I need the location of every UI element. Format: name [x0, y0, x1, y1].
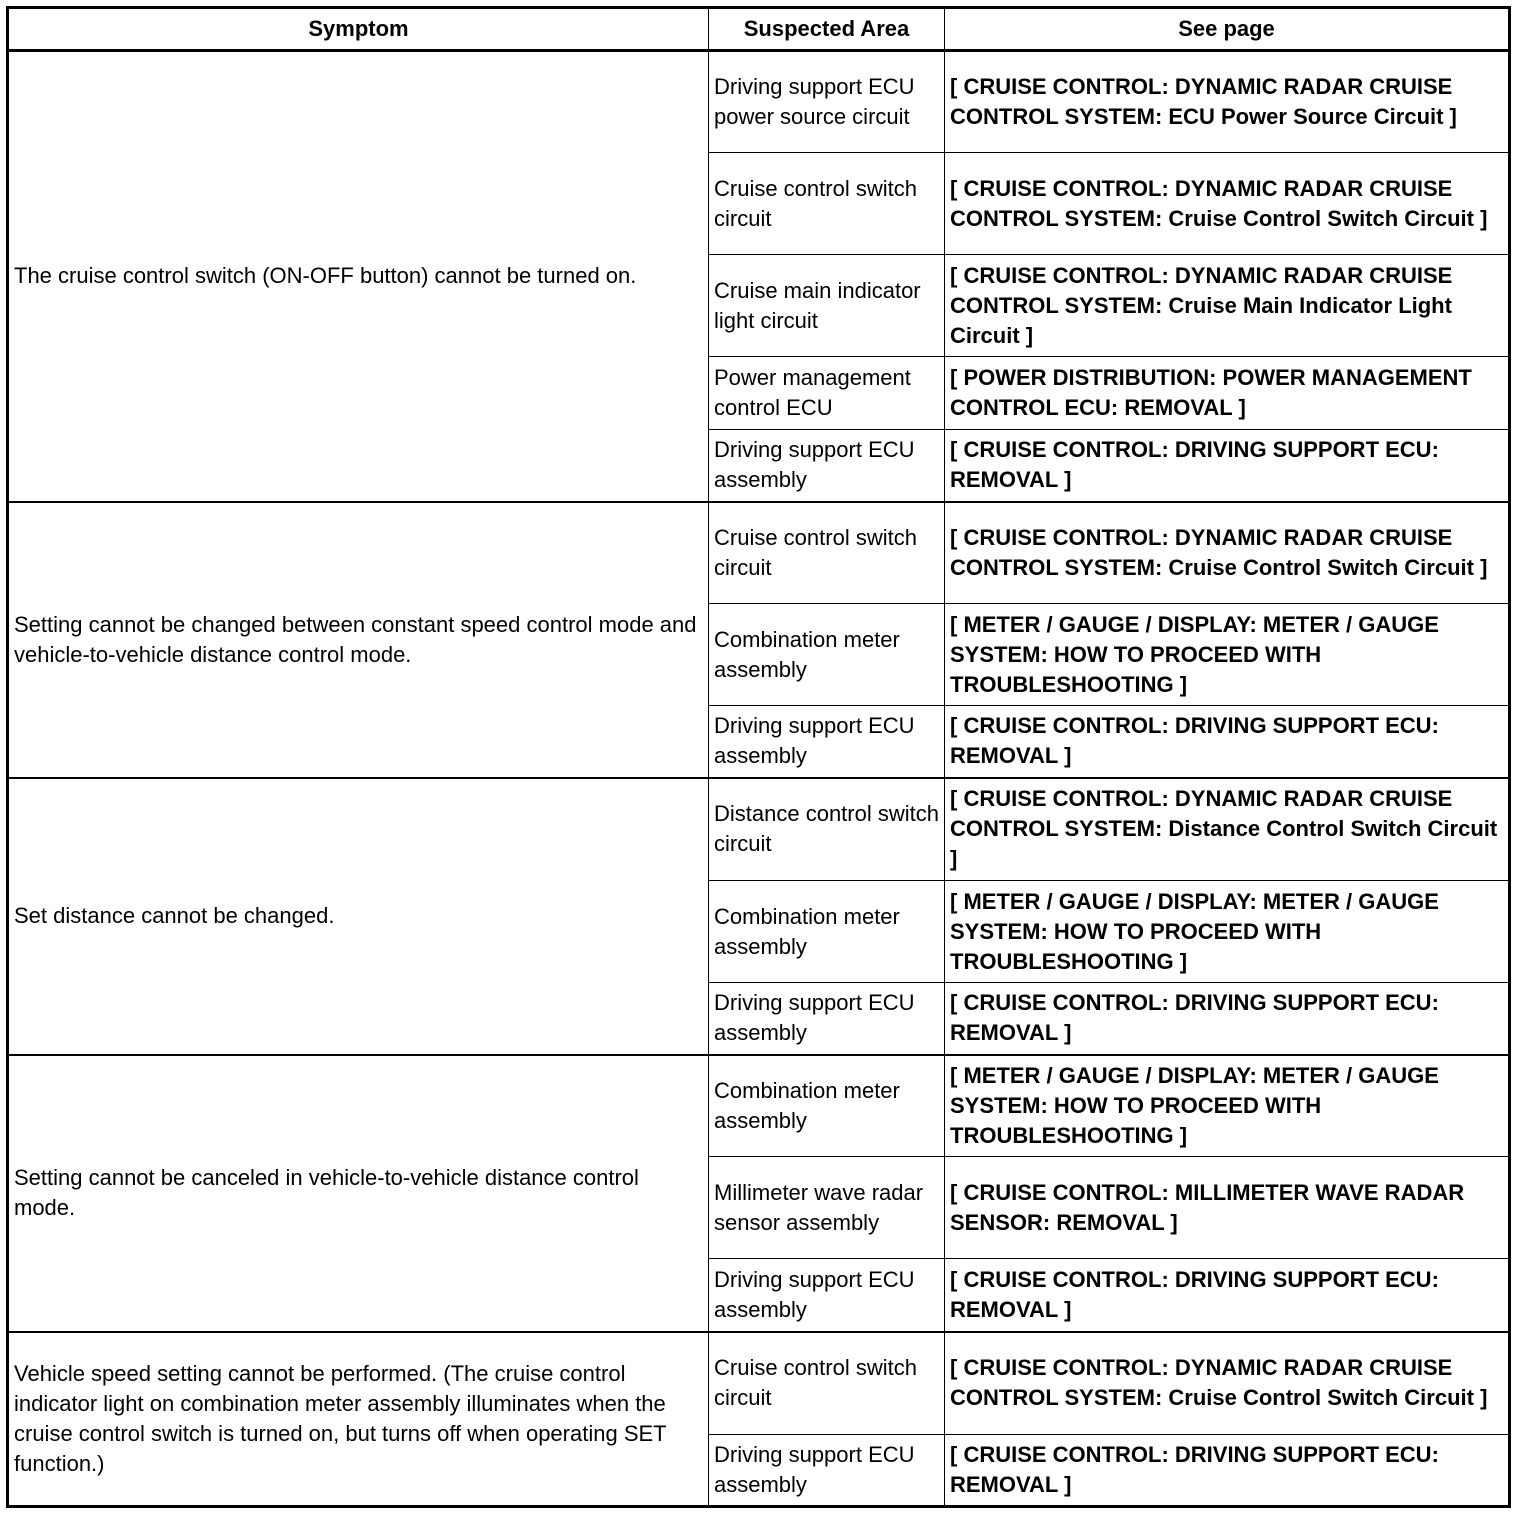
header-symptom: Symptom — [8, 8, 709, 51]
suspected-area-cell: Millimeter wave radar sensor assembly — [709, 1157, 945, 1259]
table-row — [8, 1332, 1510, 1435]
symptom-cell: Set distance cannot be changed. — [8, 778, 709, 1055]
table-row — [8, 1055, 1510, 1157]
suspected-area-cell: Distance control switch circuit — [709, 778, 945, 881]
suspected-area-cell: Driving support ECU power source circuit — [709, 51, 945, 153]
suspected-area-cell: Driving support ECU assembly — [709, 1259, 945, 1332]
see-page-link[interactable]: [ METER / GAUGE / DISPLAY: METER / GAUGE SYSTEM: HOW TO PROCEED WITH TROUBLESHOOTING ] — [945, 1055, 1510, 1157]
symptom-cell: The cruise control switch (ON-OFF button) cannot be turned on. — [8, 51, 709, 502]
see-page-link[interactable]: [ CRUISE CONTROL: DYNAMIC RADAR CRUISE CONTROL SYSTEM: ECU Power Source Circuit ] — [945, 51, 1510, 153]
see-page-link[interactable]: [ CRUISE CONTROL: DYNAMIC RADAR CRUISE CONTROL SYSTEM: Distance Control Switch Circuit ] — [945, 778, 1510, 881]
suspected-area-cell: Combination meter assembly — [709, 881, 945, 983]
suspected-area-cell: Cruise main indicator light circuit — [709, 255, 945, 357]
header-row — [8, 8, 1510, 51]
see-page-link[interactable]: [ POWER DISTRIBUTION: POWER MANAGEMENT CONTROL ECU: REMOVAL ] — [945, 357, 1510, 430]
table-row — [8, 51, 1510, 153]
see-page-link[interactable]: [ CRUISE CONTROL: DYNAMIC RADAR CRUISE CONTROL SYSTEM: Cruise Control Switch Circuit ] — [945, 502, 1510, 604]
see-page-link[interactable]: [ CRUISE CONTROL: DYNAMIC RADAR CRUISE CONTROL SYSTEM: Cruise Control Switch Circuit ] — [945, 1332, 1510, 1435]
see-page-link[interactable]: [ CRUISE CONTROL: DYNAMIC RADAR CRUISE CONTROL SYSTEM: Cruise Main Indicator Light Circuit ] — [945, 255, 1510, 357]
table-row — [8, 778, 1510, 881]
table-row — [8, 502, 1510, 604]
see-page-link[interactable]: [ CRUISE CONTROL: DYNAMIC RADAR CRUISE CONTROL SYSTEM: Cruise Control Switch Circuit ] — [945, 153, 1510, 255]
suspected-area-cell: Combination meter assembly — [709, 1055, 945, 1157]
see-page-link[interactable]: [ CRUISE CONTROL: DRIVING SUPPORT ECU: REMOVAL ] — [945, 1435, 1510, 1507]
suspected-area-cell: Cruise control switch circuit — [709, 502, 945, 604]
see-page-link[interactable]: [ CRUISE CONTROL: MILLIMETER WAVE RADAR SENSOR: REMOVAL ] — [945, 1157, 1510, 1259]
see-page-link[interactable]: [ METER / GAUGE / DISPLAY: METER / GAUGE SYSTEM: HOW TO PROCEED WITH TROUBLESHOOTING ] — [945, 881, 1510, 983]
see-page-link[interactable]: [ CRUISE CONTROL: DRIVING SUPPORT ECU: REMOVAL ] — [945, 1259, 1510, 1332]
see-page-link[interactable]: [ CRUISE CONTROL: DRIVING SUPPORT ECU: REMOVAL ] — [945, 430, 1510, 502]
header-see-page: See page — [945, 8, 1510, 51]
suspected-area-cell: Power management control ECU — [709, 357, 945, 430]
symptom-cell: Setting cannot be canceled in vehicle-to-vehicle distance control mode. — [8, 1055, 709, 1332]
see-page-link[interactable]: [ CRUISE CONTROL: DRIVING SUPPORT ECU: REMOVAL ] — [945, 983, 1510, 1055]
suspected-area-cell: Driving support ECU assembly — [709, 430, 945, 502]
symptom-cell: Setting cannot be changed between constant speed control mode and vehicle-to-vehicle distance control mode. — [8, 502, 709, 778]
symptom-cell: Vehicle speed setting cannot be performed. (The cruise control indicator light on combination meter assembly illuminates when the cruise control switch is turned on, but turns off when operating SET function.) — [8, 1332, 709, 1507]
suspected-area-cell: Cruise control switch circuit — [709, 153, 945, 255]
suspected-area-cell: Cruise control switch circuit — [709, 1332, 945, 1435]
suspected-area-cell: Combination meter assembly — [709, 604, 945, 706]
see-page-link[interactable]: [ METER / GAUGE / DISPLAY: METER / GAUGE SYSTEM: HOW TO PROCEED WITH TROUBLESHOOTING ] — [945, 604, 1510, 706]
suspected-area-cell: Driving support ECU assembly — [709, 983, 945, 1055]
header-suspected-area: Suspected Area — [709, 8, 945, 51]
suspected-area-cell: Driving support ECU assembly — [709, 706, 945, 778]
suspected-area-cell: Driving support ECU assembly — [709, 1435, 945, 1507]
see-page-link[interactable]: [ CRUISE CONTROL: DRIVING SUPPORT ECU: REMOVAL ] — [945, 706, 1510, 778]
troubleshooting-table — [6, 6, 1511, 1508]
